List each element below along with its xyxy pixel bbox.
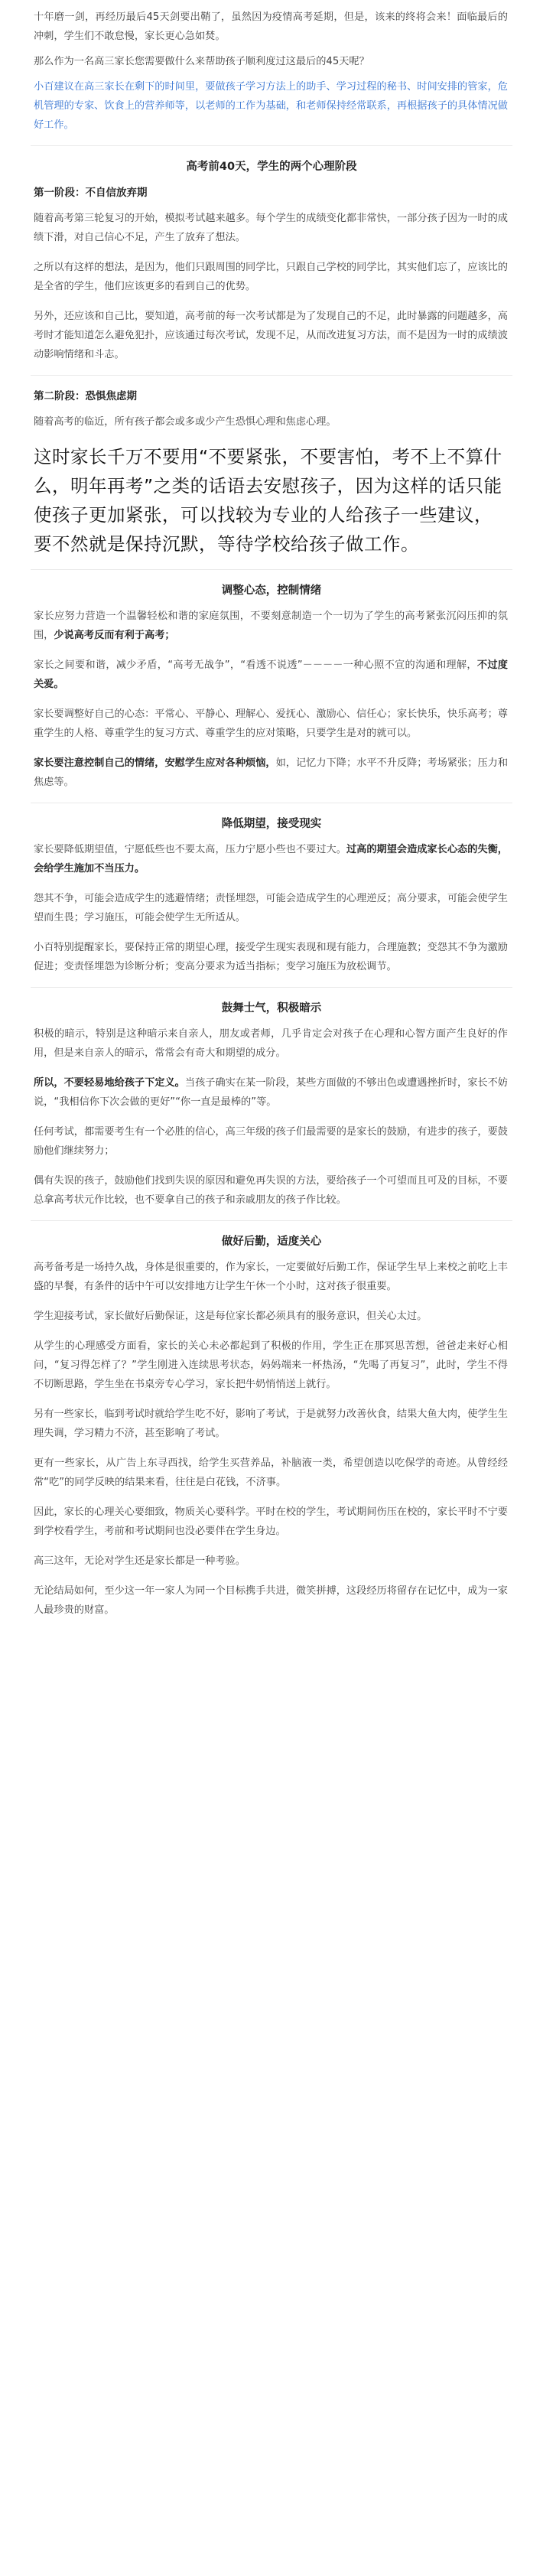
encourage-paragraph-4: 偶有失误的孩子，鼓励他们找到失误的原因和避免再失误的方法，要给孩子一个可望而且可及的目标，不要总拿高考状元作比较，也不要拿自己的孩子和亲戚朋友的孩子作比较。	[34, 1175, 508, 1206]
mindset-bold-2: 不过度关爱。	[34, 659, 508, 690]
encourage-bold-2: 所以，不要轻易地给孩子下定义。	[34, 1077, 185, 1089]
expectation-paragraph-1	[34, 840, 508, 878]
section-title-logistics: 做好后勤，适度关心	[221, 1236, 322, 1248]
logistics-paragraph-5: 更有一些家长，从广告上东寻西找，给学生买营养品，补脑液一类，希望创造以吃保学的奇迹。从曾经经常“吃”的同学反映的结果来看，往往是白花钱，不济事。	[34, 1457, 508, 1488]
intro-highlight: 小百建议在高三家长在剩下的时间里，要做孩子学习方法上的助手、学习过程的秘书、时间安排的管家，危机管理的专家、饮食上的营养师等，以老师的工作为基础，和老师保持经常联系，再根据孩子的具体情况做好工作。	[34, 81, 508, 131]
mindset-text-1: 家长应努力营造一个温馨轻松和谐的家庭氛围，不要刻意制造一个一切为了学生的高考紧张沉闷压抑的氛围，	[34, 611, 508, 641]
stage1-paragraph-3: 另外，还应该和自己比，要知道，高考前的每一次考试都是为了发现自己的不足，此时暴露的问题越多，高考时才能知道怎么避免犯扑，应该通过每次考试，发现不足，从而改进复习方法，而不是因为一时的成绩波动影响情绪和斗志。	[34, 311, 508, 360]
encourage-paragraph-2	[34, 1073, 508, 1112]
intro-paragraph-1: 十年磨一剑，再经历最后45天剑要出鞘了，虽然因为疫情高考延期，但是，该来的终将会来！面临最后的冲刺，学生们不敢怠慢，家长更心急如焚。	[34, 11, 508, 42]
logistics-paragraph-4: 另有一些家长，临到考试时就给学生吃不好，影响了考试，于是就努力改善伙食，结果大鱼大肉，使学生生理失调，学习精力不济，甚至影响了考试。	[34, 1408, 508, 1439]
expectation-paragraph-3: 小百特别提醒家长，要保持正常的期望心理，接受学生现实表现和现有能力，合理施教；变怨其不争为激励促进；变责怪埋怨为诊断分析；变高分要求为适当指标；变学习施压为放松调节。	[34, 942, 508, 972]
logistics-paragraph-1: 高考备考是一场持久战，身体是很重要的，作为家长，一定要做好后勤工作，保证学生早上来校之前吃上丰盛的早餐，有条件的话中午可以安排地方让学生午休一个小时，这对孩子很重要。	[34, 1262, 508, 1292]
encourage-paragraph-3: 任何考试，都需要考生有一个必胜的信心，高三年级的孩子们最需要的是家长的鼓励，有进步的孩子，要鼓励他们继续努力；	[34, 1126, 508, 1157]
encourage-text-2: 当孩子确实在某一阶段，某些方面做的不够出色或遭遇挫折时，家长不妨说，“我相信你下次会做的更好”“你一直是最棒的”等。	[34, 1077, 508, 1108]
section-title-adjust-mindset: 调整心态，控制情绪	[221, 585, 322, 597]
mindset-bold-4: 家长要注意控制自己的情绪，安慰学生应对各种烦恼，	[34, 757, 276, 769]
section-title-lower-expectations: 降低期望，接受现实	[221, 818, 322, 830]
mindset-text-4: 如，记忆力下降；水平不升反降；考场紧张；压力和焦虑等。	[34, 757, 509, 788]
logistics-paragraph-2: 学生迎接考试，家长做好后勤保证，这是每位家长都必须具有的服务意识，但关心太过。	[34, 1311, 428, 1322]
mindset-text-2: 家长之间要和谐，减少矛盾，“高考无战争”，“看透不说透”－－－－一种心照不宣的沟通和理解，	[34, 659, 477, 671]
logistics-paragraph-8: 无论结局如何，至少这一年一家人为同一个目标携手共进，微笑拼搏，这段经历将留存在记忆中，成为一家人最珍贵的财富。	[34, 1585, 508, 1616]
section-title-psych-stages: 高考前40天，学生的两个心理阶段	[186, 161, 357, 173]
expectation-text-1: 家长要降低期望值，宁愿低些也不要太高，压力宁愿小些也不要过大。	[34, 844, 346, 855]
section-title-encourage: 鼓舞士气，积极暗示	[221, 1002, 322, 1014]
mindset-paragraph-3: 家长要调整好自己的心态：平常心、平静心、理解心、爱抚心、激励心、信任心；家长快乐，快乐高考；尊重学生的人格、尊重学生的复习方式、尊重学生的应对策略，只要学生是对的就可以。	[34, 708, 508, 739]
big-quote: 这时家长千万不要用“不要紧张，不要害怕，考不上不算什么，明年再考”之类的话语去安慰孩子，因为这样的话只能使孩子更加紧张，可以找较为专业的人给孩子一些建议，要不然就是保持沉默，等待学校给孩子做工作。	[34, 446, 502, 555]
stage1-paragraph-1: 随着高考第三轮复习的开始，模拟考试越来越多。每个学生的成绩变化都非常快，一部分孩子因为一时的成绩下滑，对自己信心不足，产生了放弃了想法。	[34, 213, 508, 243]
stage2-paragraph: 随着高考的临近，所有孩子都会或多或少产生恐惧心理和焦虑心理。	[34, 416, 337, 428]
stage1-paragraph-2: 之所以有这样的想法，是因为，他们只跟周围的同学比，只跟自己学校的同学比，其实他们忘了，应该比的是全省的学生，他们应该更多的看到自己的优势。	[34, 262, 508, 292]
stage2-title: 第二阶段：恐惧焦虑期	[34, 390, 137, 402]
expectation-bold-1: 过高的期望会造成家长心态的失衡，会给学生施加不当压力。	[34, 844, 508, 874]
mindset-paragraph-4	[34, 754, 508, 792]
logistics-paragraph-6: 因此，家长的心理关心要细致，物质关心要科学。平时在校的学生，考试期间伤压在校的，家长平时不宁要到学校看学生，考前和考试期间也没必要伴在学生身边。	[34, 1506, 508, 1537]
logistics-paragraph-3: 从学生的心理感受方面看，家长的关心未必都起到了积极的作用，学生正在那冥思苦想，爸爸走来好心相问，“复习得怎样了？”学生刚进入连续思考状态，妈妈端来一杯热汤，“先喝了再复习”，此时，学生不得不切断思路，学生坐在书桌旁专心学习，家长把牛奶悄悄送上就行。	[34, 1340, 508, 1390]
stage1-title: 第一阶段：不自信放弃期	[34, 187, 148, 199]
mindset-paragraph-1	[34, 607, 508, 645]
encourage-paragraph-1: 积极的暗示，特别是这种暗示来自亲人，朋友或者师，几乎肯定会对孩子在心理和心智方面产生良好的作用，但是来自亲人的暗示，常常会有奇大和期望的成分。	[34, 1028, 508, 1059]
logistics-paragraph-7: 高三这年，无论对学生还是家长都是一种考验。	[34, 1555, 245, 1567]
expectation-paragraph-2: 怨其不争，可能会造成学生的逃避情绪；责怪埋怨，可能会造成学生的心理逆反；高分要求，可能会使学生望而生畏；学习施压，可能会使学生无所适从。	[34, 893, 508, 923]
mindset-paragraph-2	[34, 656, 508, 694]
intro-paragraph-2: 那么作为一名高三家长您需要做什么来帮助孩子顺利度过这最后的45天呢？	[34, 56, 369, 67]
mindset-bold-1: 少说高考反而有利于高考；	[54, 630, 175, 641]
